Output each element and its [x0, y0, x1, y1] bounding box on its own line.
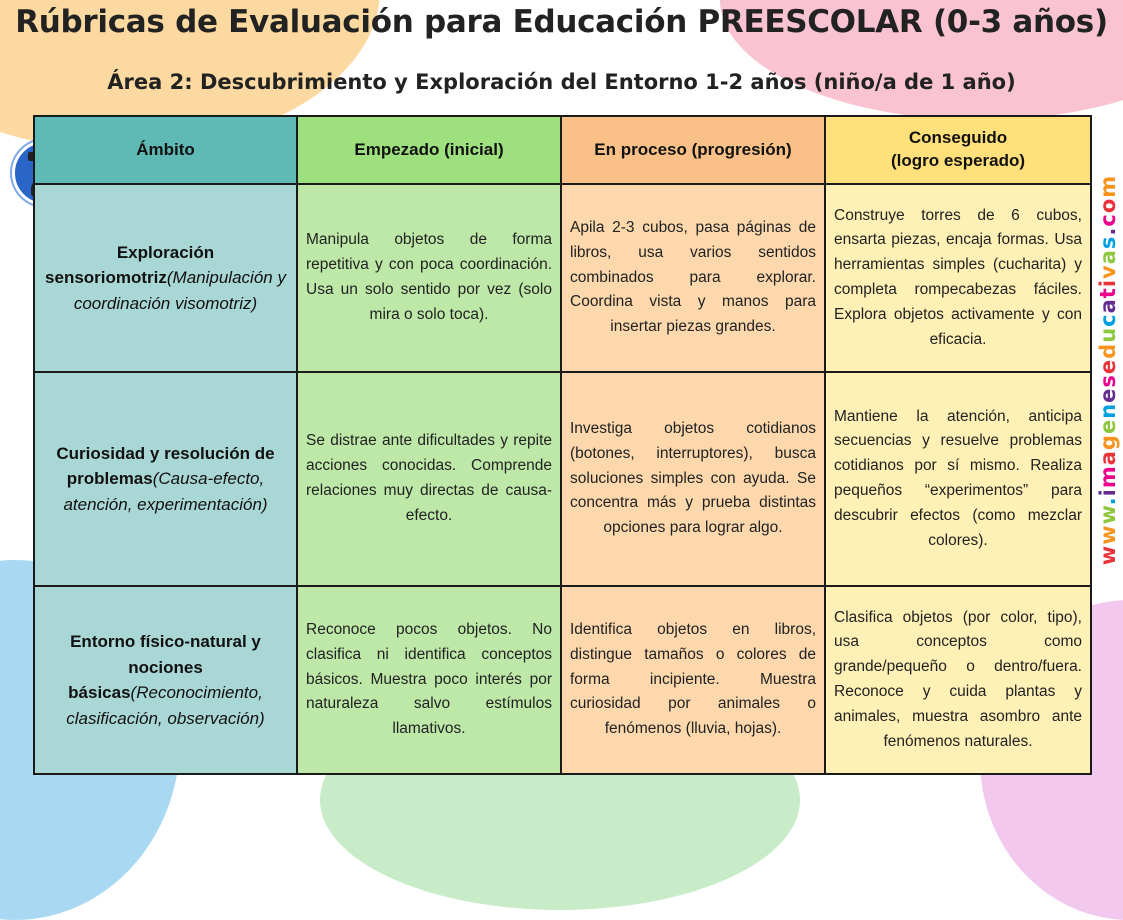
ambito-title: Entorno físico-natural y nociones básicas: [68, 632, 261, 702]
conseguido-cell: Mantiene la atención, anticipa secuencias y resuelve problemas cotidianos por sí mismo. Realiza pequeños “experimentos” para descubrir efectos (como mezclar colores).: [825, 372, 1091, 586]
header-en-proceso: En proceso (progresión): [561, 116, 825, 184]
empezado-cell: Reconoce pocos objetos. No clasifica ni identifica conceptos básicos. Muestra poco interés por naturaleza salvo estímulos llamativos.: [297, 586, 561, 774]
ambito-detail: (Causa-efecto, atención, experimentación): [63, 469, 268, 514]
ambito-cell: [34, 372, 297, 586]
header-ambito: Ámbito: [34, 116, 297, 184]
en-proceso-cell: Apila 2-3 cubos, pasa páginas de libros, usa varios sentidos combinados para explorar. Coordina vista y manos para insertar piezas grandes.: [561, 184, 825, 372]
table-row: [34, 372, 1091, 586]
ambito-detail: (Manipulación y coordinación visomotriz): [73, 268, 286, 313]
ambito-detail: (Reconocimiento, clasificación, observación): [66, 683, 265, 728]
empezado-cell: Se distrae ante dificultades y repite acciones conocidas. Comprende relaciones muy directas de causa-efecto.: [297, 372, 561, 586]
ambito-cell: [34, 184, 297, 372]
en-proceso-cell: Investiga objetos cotidianos (botones, interruptores), busca soluciones simples con ayuda. Se concentra más y prueba distintas opciones para lograr algo.: [561, 372, 825, 586]
side-watermark-text: www.imageneseducativas.com: [1096, 174, 1121, 566]
page-title: Rúbricas de Evaluación para Educación PREESCOLAR (0-3 años): [15, 4, 1108, 40]
conseguido-cell: Construye torres de 6 cubos, ensarta piezas, encaja formas. Usa herramientas simples (cucharita) y completa rompecabezas fáciles. Explora objetos activamente y con eficacia.: [825, 184, 1091, 372]
ambito-title: Exploración sensoriomotriz: [45, 242, 215, 288]
ambito-cell: [34, 586, 297, 774]
side-watermark: [1088, 140, 1123, 600]
rubric-table: [33, 115, 1092, 775]
table-row: [34, 586, 1091, 774]
en-proceso-cell: Identifica objetos en libros, distingue tamaños o colores de forma incipiente. Muestra curiosidad por animales o fenómenos (lluvia, hojas).: [561, 586, 825, 774]
empezado-cell: Manipula objetos de forma repetitiva y con poca coordinación. Usa un solo sentido por vez (solo mira o solo toca).: [297, 184, 561, 372]
table-row: [34, 184, 1091, 372]
header-row: [34, 116, 1091, 184]
page-subtitle: Área 2: Descubrimiento y Exploración del Entorno 1-2 años (niño/a de 1 año): [107, 70, 1016, 94]
header-conseguido: Conseguido (logro esperado): [825, 116, 1091, 184]
ambito-title: Curiosidad y resolución de problemas: [56, 443, 275, 489]
conseguido-cell: Clasifica objetos (por color, tipo), usa conceptos como grande/pequeño o dentro/fuera. Reconoce y cuida plantas y animales, muestra asombro ante fenómenos naturales.: [825, 586, 1091, 774]
header-empezado: Empezado (inicial): [297, 116, 561, 184]
